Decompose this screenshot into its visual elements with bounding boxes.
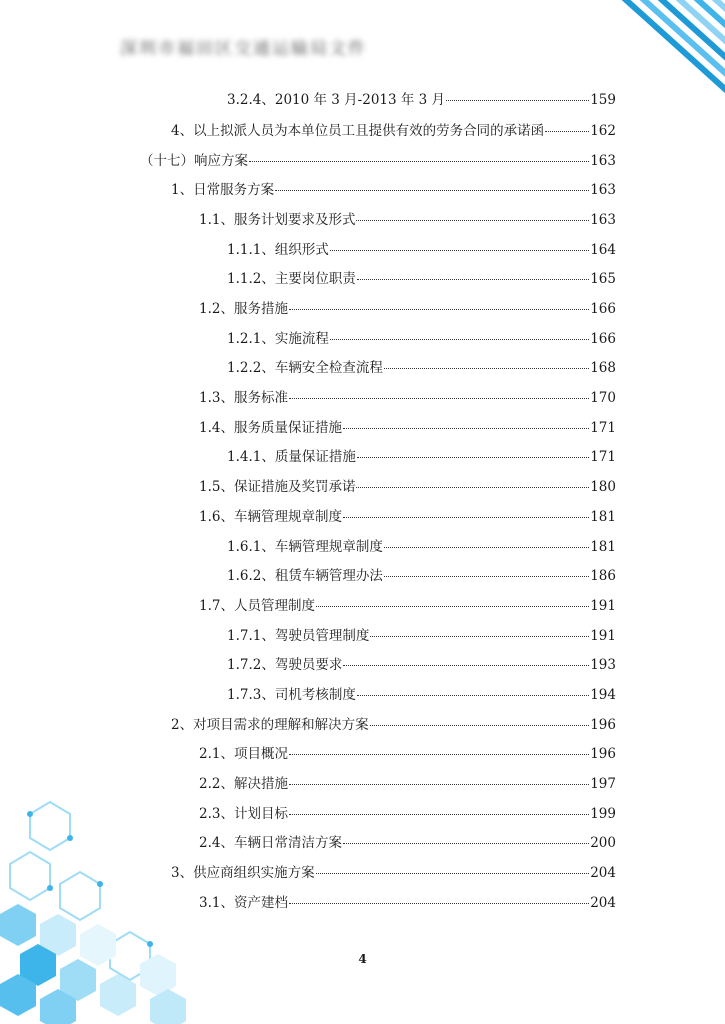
toc-leader-dots: [356, 210, 589, 221]
toc-entry-label: 2.3、计划目标: [199, 806, 288, 822]
toc-leader-dots: [545, 121, 589, 132]
toc-leader-dots: [370, 715, 590, 726]
toc-entry[interactable]: [227, 535, 616, 563]
toc-entry-page: 191: [590, 628, 616, 644]
toc-entry-label: 4、以上拟派人员为本单位员工且提供有效的劳务合同的承诺函: [171, 123, 545, 139]
toc-entry-label: （十七）响应方案: [140, 153, 248, 169]
toc-leader-dots: [343, 833, 589, 844]
toc-leader-dots: [289, 893, 589, 904]
toc-leader-dots: [343, 655, 589, 666]
toc-leader-dots: [275, 180, 589, 191]
toc-entry-label: 1.1.2、主要岗位职责: [227, 271, 356, 287]
toc-leader-dots: [330, 329, 589, 340]
toc-entry-page: 162: [590, 123, 616, 139]
toc-entry[interactable]: [199, 475, 616, 503]
toc-entry-label: 1.5、保证措施及奖罚承诺: [199, 479, 356, 495]
toc-entry-page: 163: [590, 212, 616, 228]
toc-entry-page: 191: [590, 598, 616, 614]
toc-leader-dots: [289, 804, 589, 815]
toc-leader-dots: [289, 388, 589, 399]
toc-entry-page: 164: [590, 242, 616, 258]
toc-entry-label: 2.4、车辆日常清洁方案: [199, 835, 342, 851]
toc-entry[interactable]: [199, 831, 616, 859]
toc-entry-page: 163: [590, 182, 616, 198]
toc-entry-label: 1.7、人员管理制度: [199, 598, 315, 614]
toc-entry-page: 159: [590, 92, 616, 108]
toc-leader-dots: [384, 358, 589, 369]
toc-entry-label: 1.7.2、驾驶员要求: [227, 657, 343, 673]
toc-entry[interactable]: [199, 772, 616, 800]
toc-entry-label: 1.6.2、租赁车辆管理办法: [227, 568, 383, 584]
toc-entry-page: 165: [590, 271, 616, 287]
toc-entry-label: 3.1、资产建档: [199, 895, 288, 911]
toc-entry-page: 199: [590, 806, 616, 822]
toc-entry-label: 1.7.3、司机考核制度: [227, 687, 356, 703]
toc-entry-label: 1.2、服务措施: [199, 301, 288, 317]
toc-entry[interactable]: [227, 238, 616, 266]
toc-leader-dots: [316, 863, 590, 874]
toc-entry[interactable]: [227, 88, 616, 116]
toc-entry[interactable]: [199, 742, 616, 770]
toc-entry-label: 1.2.2、车辆安全检查流程: [227, 360, 383, 376]
toc-entry-page: 181: [590, 509, 616, 525]
toc-leader-dots: [384, 537, 589, 548]
toc-leader-dots: [289, 299, 589, 310]
toc-leader-dots: [330, 240, 589, 251]
toc-entry-label: 1.1、服务计划要求及形式: [199, 212, 356, 228]
toc-entry-page: 168: [590, 360, 616, 376]
toc-entry[interactable]: [227, 653, 616, 681]
toc-entry-page: 166: [590, 331, 616, 347]
toc-entry-page: 186: [590, 568, 616, 584]
toc-leader-dots: [343, 507, 589, 518]
toc-entry[interactable]: [171, 178, 616, 206]
toc-entry-page: 196: [590, 717, 616, 733]
toc-leader-dots: [289, 744, 589, 755]
toc-entry-label: 1.4.1、质量保证措施: [227, 449, 356, 465]
toc-entry-label: 1.6、车辆管理规章制度: [199, 509, 342, 525]
toc-leader-dots: [357, 685, 589, 696]
toc-entry-label: 1.6.1、车辆管理规章制度: [227, 539, 383, 555]
toc-entry[interactable]: [171, 119, 616, 147]
toc-leader-dots: [384, 566, 589, 577]
hexagon-decoration: [0, 794, 240, 1024]
toc-entry[interactable]: [199, 891, 616, 919]
toc-leader-dots: [356, 477, 589, 488]
toc-entry[interactable]: [227, 267, 616, 295]
toc-leader-dots: [370, 626, 589, 637]
toc-entry-page: 194: [590, 687, 616, 703]
toc-entry-label: 1.3、服务标准: [199, 390, 288, 406]
toc-entry-page: 171: [590, 449, 616, 465]
toc-entry[interactable]: [171, 713, 616, 741]
toc-entry[interactable]: [199, 208, 616, 236]
toc-entry[interactable]: [227, 445, 616, 473]
toc-entry-label: 2、对项目需求的理解和解决方案: [171, 717, 369, 733]
toc-entry-page: 204: [590, 895, 616, 911]
toc-entry-page: 200: [590, 835, 616, 851]
toc-entry-page: 163: [590, 153, 616, 169]
toc-leader-dots: [316, 596, 589, 607]
toc-entry-page: 180: [590, 479, 616, 495]
toc-leader-dots: [343, 418, 589, 429]
toc-entry[interactable]: [227, 683, 616, 711]
toc-leader-dots: [357, 447, 589, 458]
toc-entry-label: 1.2.1、实施流程: [227, 331, 329, 347]
toc-entry-label: 2.2、解决措施: [199, 776, 288, 792]
toc-entry-page: 181: [590, 539, 616, 555]
toc-entry[interactable]: [199, 297, 616, 325]
toc-entry-page: 170: [590, 390, 616, 406]
toc-entry-page: 171: [590, 420, 616, 436]
toc-entry[interactable]: [199, 802, 616, 830]
toc-leader-dots: [249, 151, 589, 162]
toc-entry-label: 1.4、服务质量保证措施: [199, 420, 342, 436]
toc-entry-label: 3.2.4、2010 年 3 月-2013 年 3 月: [227, 92, 446, 108]
toc-leader-dots: [357, 269, 589, 280]
toc-entry[interactable]: [199, 594, 616, 622]
toc-entry-page: 193: [590, 657, 616, 673]
toc-entry[interactable]: [227, 356, 616, 384]
blurred-header: 深圳市福田区交通运输局文件: [120, 39, 367, 59]
page-number: 4: [358, 952, 367, 966]
toc-entry-label: 1.7.1、驾驶员管理制度: [227, 628, 370, 644]
toc-entry-page: 166: [590, 301, 616, 317]
toc-entry[interactable]: [227, 327, 616, 355]
toc-entry-page: 204: [590, 865, 616, 881]
toc-entry[interactable]: [199, 416, 616, 444]
toc-leader-dots: [289, 774, 589, 785]
toc-leader-dots: [446, 90, 589, 101]
toc-entry[interactable]: [227, 564, 616, 592]
toc-entry[interactable]: [199, 386, 616, 414]
toc-entry-page: 197: [590, 776, 616, 792]
toc-entry[interactable]: [227, 624, 616, 652]
toc-entry[interactable]: [140, 149, 616, 177]
toc-entry[interactable]: [199, 505, 616, 533]
toc-entry-label: 1、日常服务方案: [171, 182, 275, 198]
toc-entry-label: 2.1、项目概况: [199, 746, 288, 762]
toc-entry-page: 196: [590, 746, 616, 762]
toc-entry-label: 1.1.1、组织形式: [227, 242, 329, 258]
toc-entry-label: 3、供应商组织实施方案: [171, 865, 315, 881]
